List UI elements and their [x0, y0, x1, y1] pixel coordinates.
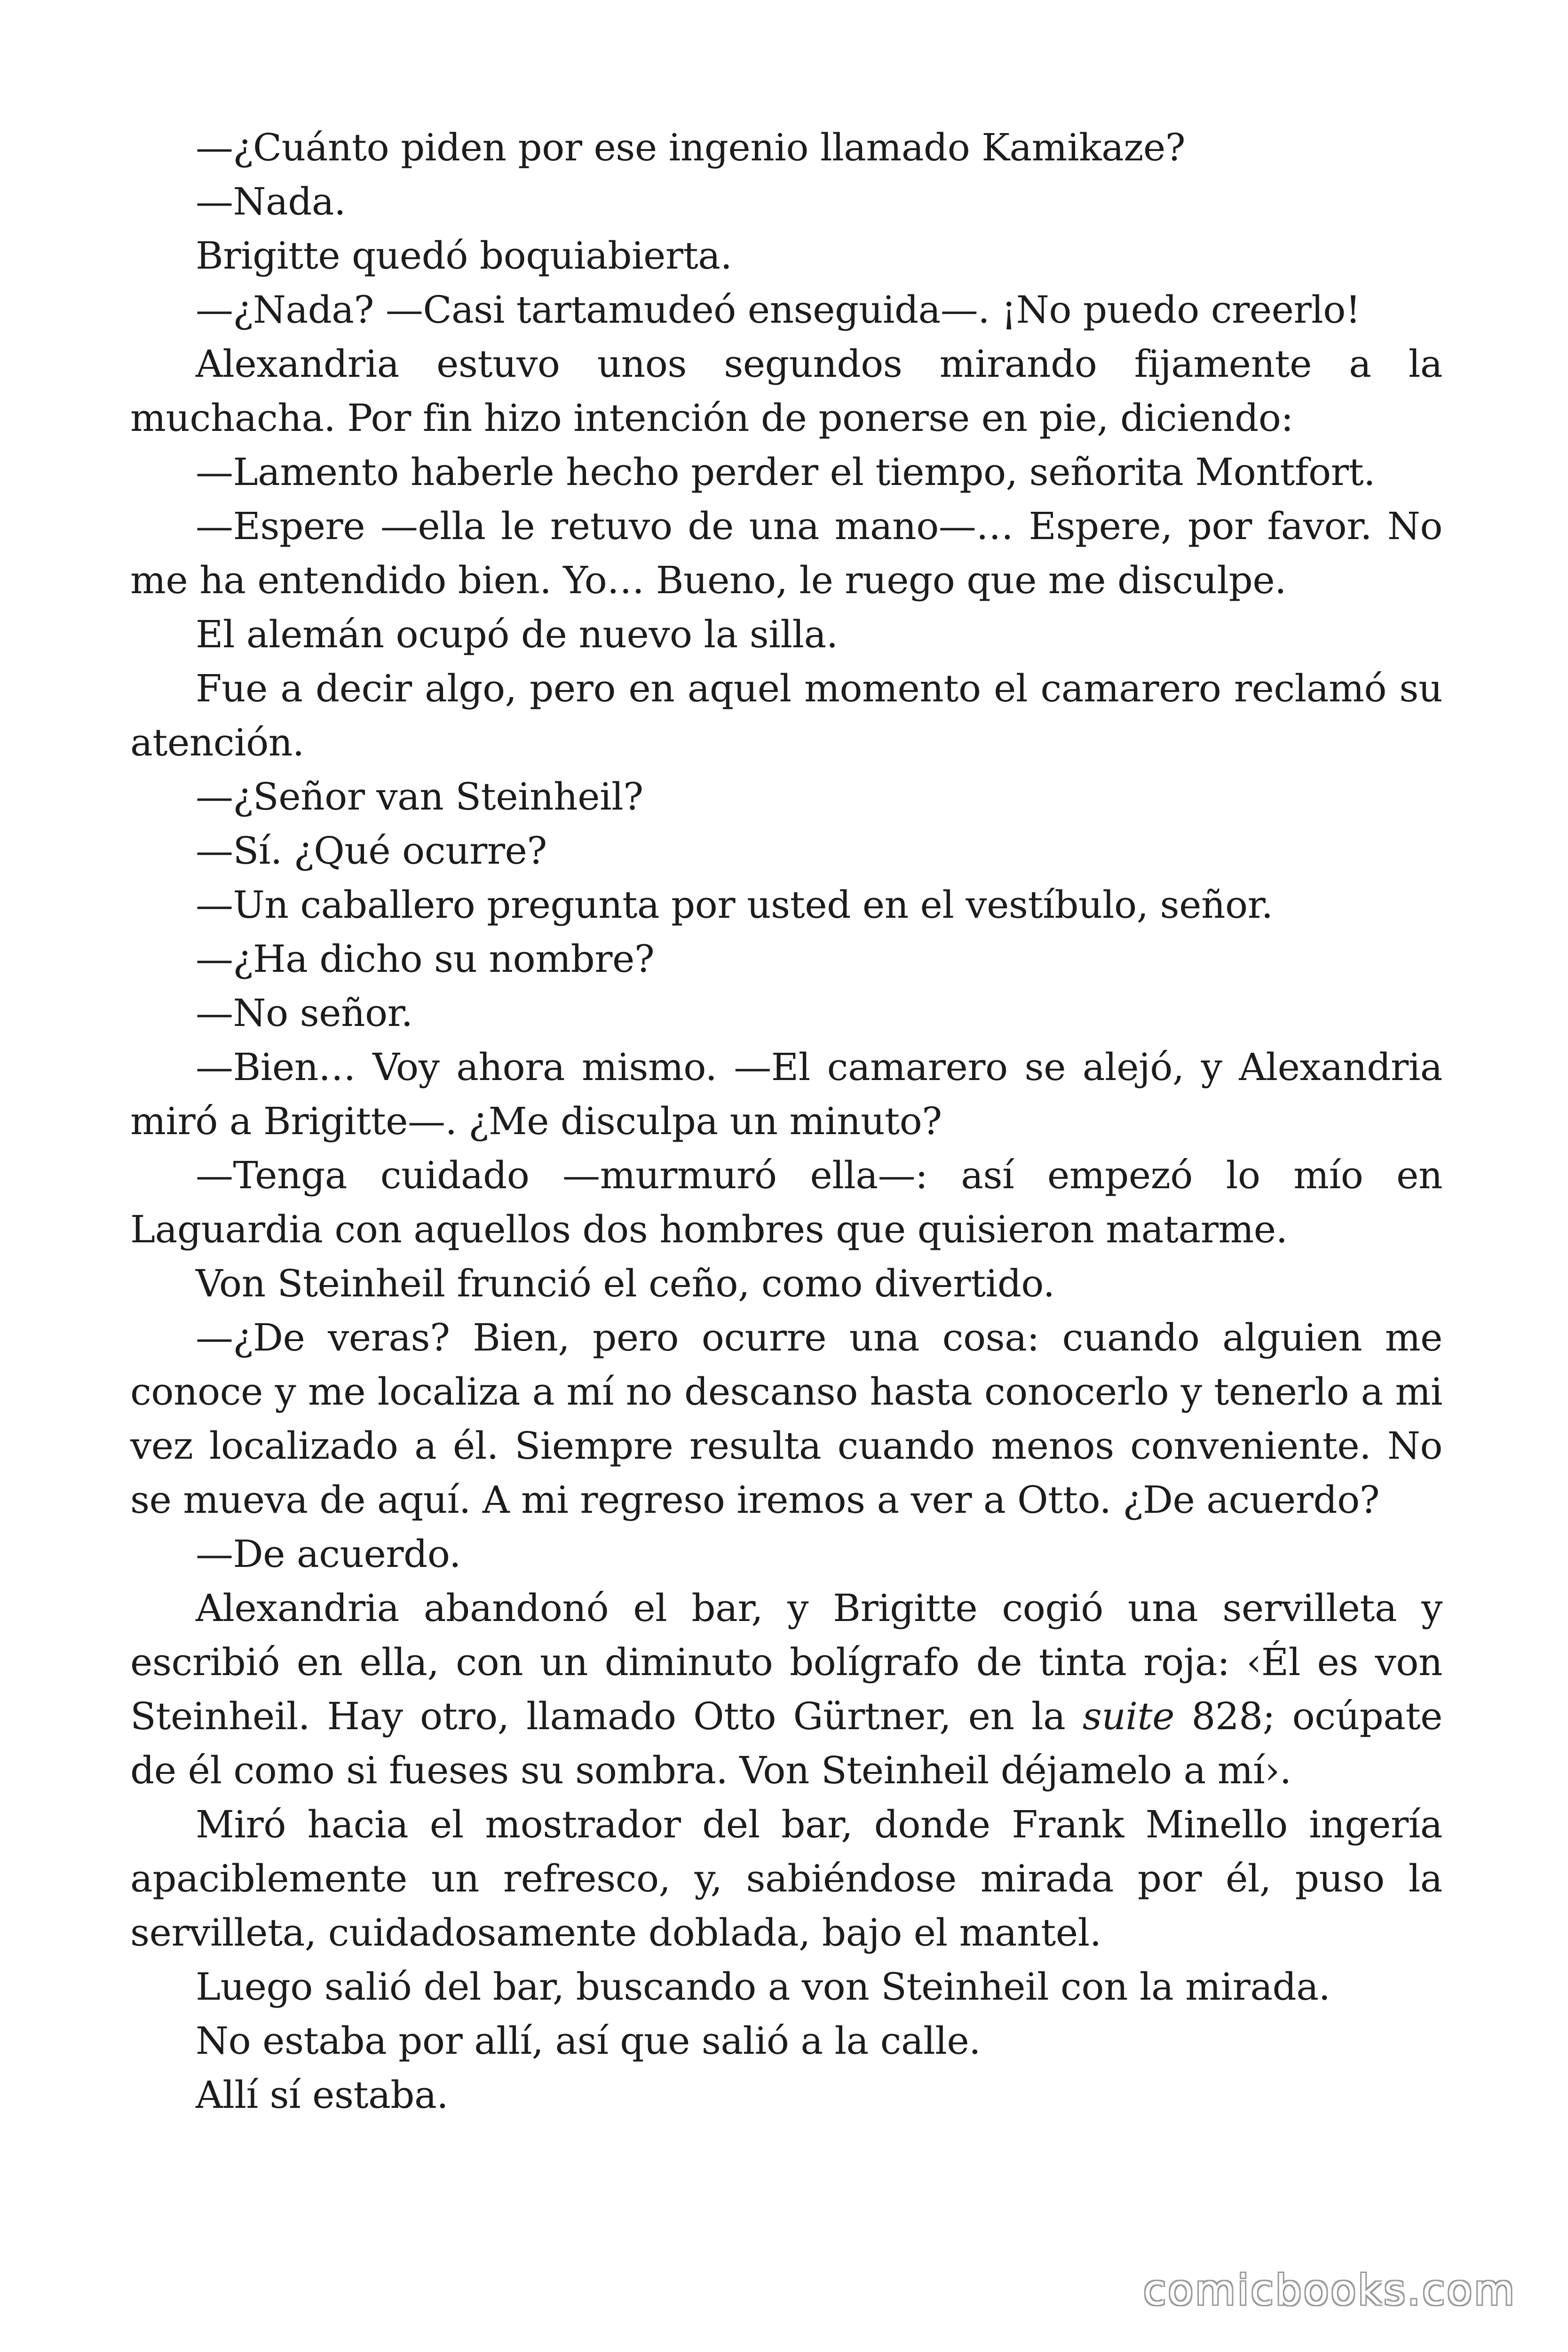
paragraph: Allí sí estaba. [196, 2073, 449, 2117]
paragraph: Luego salió del bar, buscando a von Steinheil con la mirada. [196, 1965, 1330, 2009]
paragraph: Brigitte quedó boquiabierta. [196, 234, 732, 278]
book-page-text [130, 120, 1442, 2122]
paragraph: —¿De veras? Bien, pero ocurre una cosa: cuando alguien me conoce y me localiza a mí no descanso hasta conocerlo y tenerlo a mi vez localizado a él. Siempre resulta cuando menos conveniente. No se mueva de aquí. A mi regreso iremos a ver a Otto. ¿De acuerdo? [130, 1316, 1442, 1522]
paragraph: El alemán ocupó de nuevo la silla. [196, 612, 838, 656]
servilleta-paragraph [130, 1581, 1442, 1797]
paragraph: —¿Señor van Steinheil? [196, 775, 643, 818]
paragraph: Miró hacia el mostrador del bar, donde Frank Minello ingería apaciblemente un refresco, y, sabiéndose mirada por él, puso la servilleta, cuidadosamente doblada, bajo el mantel. [130, 1803, 1442, 1955]
paragraph: —Sí. ¿Qué ocurre? [196, 829, 547, 873]
paragraph: No estaba por allí, así que salió a la calle. [196, 2019, 981, 2063]
paragraph: —De acuerdo. [196, 1532, 461, 1576]
paragraph: —Un caballero pregunta por usted en el vestíbulo, señor. [196, 883, 1273, 927]
paragraph: —¿Ha dicho su nombre? [196, 937, 655, 981]
paragraph: —Nada. [196, 180, 346, 223]
servilleta-text-before: Alexandria abandonó el bar, y Brigitte cogió una servilleta y escribió en ella, con un diminuto bolígrafo de tinta roja: ‹Él es von Steinheil. Hay otro, llamado Otto Gürtner, en la [130, 1586, 1442, 1738]
paragraph: Alexandria estuvo unos segundos mirando fijamente a la muchacha. Por fin hizo intención de ponerse en pie, diciendo: [130, 342, 1442, 440]
paragraph: —¿Cuánto piden por ese ingenio llamado Kamikaze? [196, 126, 1186, 169]
servilleta-text-italic: suite [1082, 1694, 1174, 1738]
paragraph: Von Steinheil frunció el ceño, como divertido. [196, 1262, 1055, 1305]
watermark: comicbooks.com [1143, 2266, 1516, 2314]
servilleta-text-after: 828; ocúpate de él como si fueses su sombra. Von Steinheil déjamelo a mí›. [130, 1694, 1442, 1792]
paragraph: —No señor. [196, 991, 413, 1035]
paragraph: —Espere —ella le retuvo de una mano—… Espere, por favor. No me ha entendido bien. Yo… Bueno, le ruego que me disculpe. [130, 504, 1442, 602]
paragraph: —¿Nada? —Casi tartamudeó enseguida—. ¡No puedo creerlo! [196, 288, 1361, 332]
paragraph: Fue a decir algo, pero en aquel momento el camarero reclamó su atención. [130, 667, 1442, 764]
paragraph: —Tenga cuidado —murmuró ella—: así empezó lo mío en Laguardia con aquellos dos hombres que quisieron matarme. [130, 1153, 1442, 1251]
paragraph: —Bien… Voy ahora mismo. —El camarero se alejó, y Alexandria miró a Brigitte—. ¿Me disculpa un minuto? [130, 1045, 1442, 1143]
paragraph: —Lamento haberle hecho perder el tiempo, señorita Montfort. [196, 450, 1376, 494]
